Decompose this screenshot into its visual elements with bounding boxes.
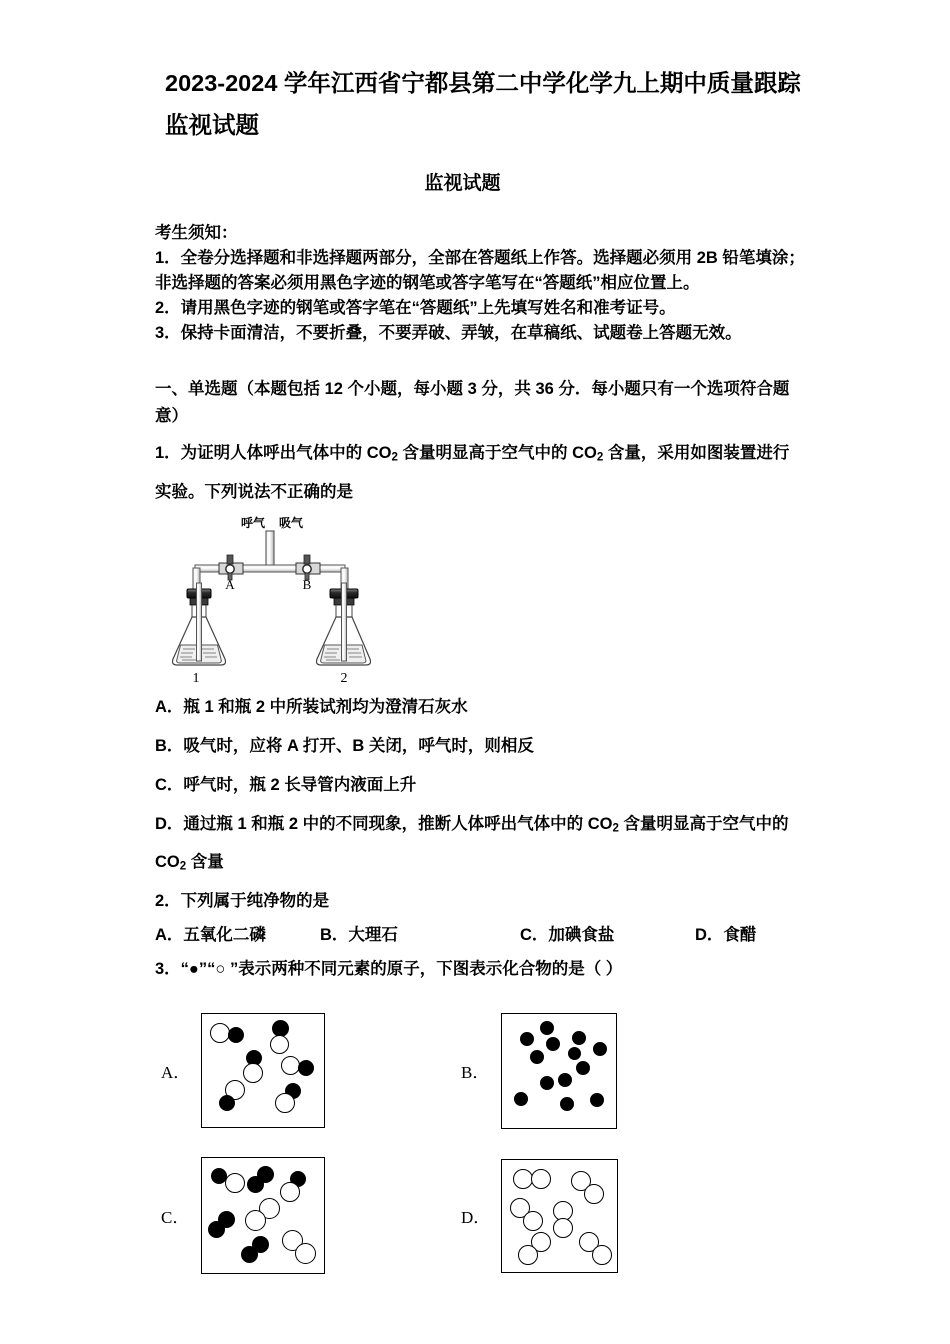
flask-1-label: 1 xyxy=(192,670,200,685)
question-2-option-a: A．五氧化二磷 xyxy=(155,925,266,944)
question-3-row-1 xyxy=(155,996,830,1146)
label-inhale: 吸气 xyxy=(278,515,304,530)
atom-black xyxy=(219,1095,235,1111)
atom-black xyxy=(298,1060,314,1076)
notice-item-2: 2．请用黑色字迹的钢笔或答字笔在“答题纸”上先填写姓名和准考证号。 xyxy=(155,299,676,317)
section-heading-line-1: 一、单选题（本题包括 12 个小题，每小题 3 分，共 36 分．每小题只有一个选项符合题 xyxy=(155,380,790,398)
question-3-option-b xyxy=(455,1013,755,1129)
valve-b-label: B xyxy=(302,576,312,592)
atom-black xyxy=(546,1037,560,1051)
atom-white xyxy=(518,1245,538,1265)
flask-2 xyxy=(317,583,371,685)
question-3-box-b xyxy=(501,1013,617,1129)
candidate-notice xyxy=(155,221,830,346)
atom-white xyxy=(584,1184,604,1204)
atom-white xyxy=(275,1093,295,1113)
question-2-option-d: D．食醋 xyxy=(695,925,757,944)
atom-white xyxy=(225,1173,245,1193)
atom-black xyxy=(572,1031,586,1045)
question-2-option-b: B．大理石 xyxy=(320,925,398,944)
atom-black xyxy=(530,1050,544,1064)
question-1-option-d-line-1: D．通过瓶 1 和瓶 2 中的不同现象，推断人体呼出气体中的 $CO_2$ 含量明显高于空气中的 xyxy=(155,814,789,835)
atom-black xyxy=(208,1221,225,1238)
question-3-box-c xyxy=(201,1157,325,1274)
atom-white xyxy=(243,1063,263,1083)
atom-white xyxy=(553,1218,573,1238)
atom-white xyxy=(513,1169,533,1189)
apparatus-svg xyxy=(165,513,395,685)
label-exhale: 呼气 xyxy=(240,515,266,530)
question-3-box-a xyxy=(201,1013,325,1128)
notice-heading: 考生须知： xyxy=(155,224,238,242)
atom-white xyxy=(592,1245,612,1265)
question-1-stem-line-2: 实验。下列说法不正确的是 xyxy=(155,482,353,501)
atom-white xyxy=(280,1182,300,1202)
section-heading-line-2: 意） xyxy=(155,407,188,425)
atom-black xyxy=(576,1061,590,1075)
atom-white xyxy=(210,1023,230,1043)
question-3-option-d xyxy=(455,1159,755,1273)
atom-black xyxy=(228,1027,244,1043)
page-title-line-1: 2023-2024 学年江西省宁都县第二中学化学九上期中质量跟踪 xyxy=(165,70,801,96)
atom-black xyxy=(241,1246,258,1263)
valve-a-label: A xyxy=(225,576,235,592)
question-3-stem: 3．“●”“○ ”表示两种不同元素的原子，下图表示化合物的是（ ） xyxy=(155,959,623,978)
page-subtitle: 监视试题 xyxy=(424,173,501,194)
question-1-option-d xyxy=(155,807,830,884)
question-1-option-a: A．瓶 1 和瓶 2 中所装试剂均为澄清石灰水 xyxy=(155,697,468,716)
atom-black xyxy=(540,1076,554,1090)
flask-1 xyxy=(173,583,226,685)
question-3-label-d: D． xyxy=(461,1208,491,1228)
atom-black xyxy=(568,1047,581,1060)
flask-2-label: 2 xyxy=(340,670,348,685)
question-2-options xyxy=(155,918,830,952)
question-3-label-c: C． xyxy=(161,1208,190,1228)
question-3-label-a: A． xyxy=(161,1063,191,1083)
page-title-line-2: 监视试题 xyxy=(165,112,259,138)
page-title xyxy=(155,0,830,146)
question-1-option-c: C．呼气时，瓶 2 长导管内液面上升 xyxy=(155,775,417,794)
atom-white xyxy=(270,1035,289,1054)
notice-item-1-line-2: 非选择题的答案必须用黑色字迹的钢笔或答字笔写在“答题纸”相应位置上。 xyxy=(155,274,700,292)
atom-black xyxy=(560,1097,574,1111)
question-3-option-c xyxy=(155,1157,455,1274)
question-2-stem: 2．下列属于纯净物的是 xyxy=(155,891,330,910)
atom-black xyxy=(514,1092,528,1106)
question-1-apparatus-figure xyxy=(165,513,395,685)
atom-black xyxy=(540,1021,554,1035)
atom-black xyxy=(558,1073,572,1087)
question-1-stem-line-1: 1．为证明人体呼出气体中的 $CO_2$ 含量明显高于空气中的 $CO_2$ 含量，采用如图装置进行 xyxy=(155,444,790,464)
question-1-stem xyxy=(155,436,830,509)
section-heading xyxy=(155,376,830,430)
question-3-option-a xyxy=(155,1013,455,1128)
question-3-row-2 xyxy=(155,1146,830,1286)
atom-white xyxy=(245,1210,266,1231)
question-2-option-c: C．加碘食盐 xyxy=(520,925,615,944)
atom-black xyxy=(520,1032,534,1046)
atom-black xyxy=(590,1093,604,1107)
question-3-label-b: B． xyxy=(461,1063,490,1083)
question-3-box-d xyxy=(501,1159,618,1273)
notice-item-3: 3．保持卡面清洁，不要折叠，不要弄破、弄皱，在草稿纸、试题卷上答题无效。 xyxy=(155,324,742,342)
notice-item-1-line-1: 1．全卷分选择题和非选择题两部分，全部在答题纸上作答。选择题必须用 2B 铅笔填涂； xyxy=(155,249,805,267)
question-1-option-b: B．吸气时，应将 A 打开、B 关闭，呼气时，则相反 xyxy=(155,736,534,755)
atom-white xyxy=(531,1169,551,1189)
question-3-option-figures xyxy=(155,996,830,1286)
atom-white xyxy=(295,1243,316,1264)
question-1-option-d-line-2: $CO_2$ 含量 xyxy=(155,853,224,873)
atom-white xyxy=(523,1211,543,1231)
atom-black xyxy=(593,1042,607,1056)
atom-black xyxy=(247,1176,264,1193)
